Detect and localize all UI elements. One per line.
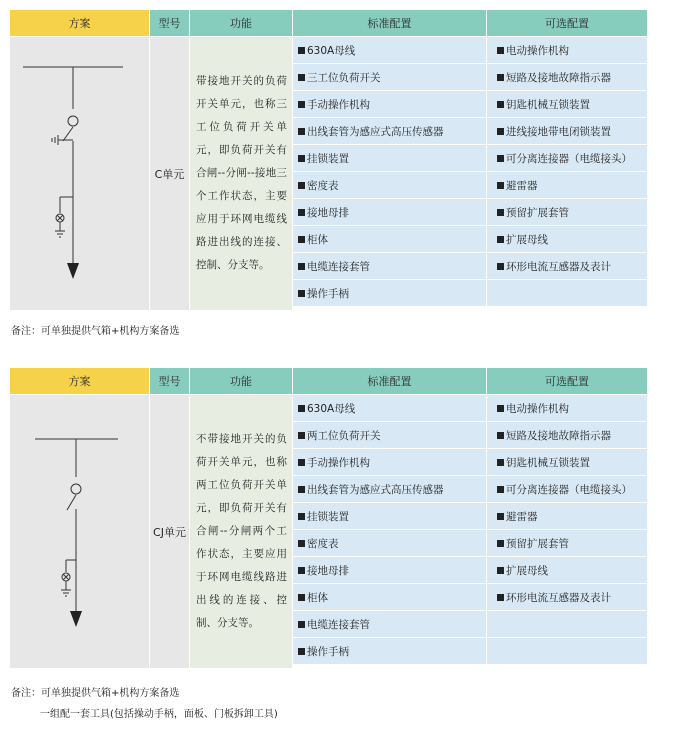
bullet-square-icon bbox=[298, 513, 305, 520]
bullet-square-icon bbox=[298, 621, 305, 628]
optional-item-label: 预留扩展套管 bbox=[506, 206, 569, 219]
bullet-square-icon bbox=[497, 128, 504, 135]
header-scheme: 方案 bbox=[10, 368, 149, 394]
function-text: 不带接地开关的负荷开关单元，也称两工位负荷开关单元，即负荷开关有合闸--分闸两个工作状态，主要应用于环网电缆线路进出线的连接、控制、分支等。 bbox=[196, 433, 287, 629]
bullet-square-icon bbox=[298, 209, 305, 216]
standard-item bbox=[293, 172, 486, 199]
bullet-square-icon bbox=[298, 567, 305, 574]
optional-item bbox=[487, 638, 647, 665]
optional-item bbox=[487, 118, 647, 145]
standard-item bbox=[293, 145, 486, 172]
bullet-square-icon bbox=[298, 459, 305, 466]
standard-item bbox=[293, 37, 486, 64]
optional-item bbox=[487, 280, 647, 307]
model-cell: CJ单元 bbox=[149, 395, 189, 668]
standard-item bbox=[293, 530, 486, 557]
bullet-square-icon bbox=[298, 486, 305, 493]
standard-item bbox=[293, 64, 486, 91]
standard-item bbox=[293, 611, 486, 638]
standard-item-label: 柜体 bbox=[307, 233, 328, 246]
bullet-square-icon bbox=[497, 432, 504, 439]
optional-item bbox=[487, 37, 647, 64]
function-text: 带接地开关的负荷开关单元，也称三工位负荷开关单元，即负荷开关有合闸--分闸--接地三个工作状态，主要应用于环网电缆线路进出线的连接、控制、分支等。 bbox=[196, 75, 287, 271]
optional-item-label: 扩展母线 bbox=[506, 233, 548, 246]
optional-item-label: 扩展母线 bbox=[506, 564, 548, 577]
header-model: 型号 bbox=[149, 368, 189, 394]
standard-item bbox=[293, 476, 486, 503]
optional-item bbox=[487, 503, 647, 530]
bullet-square-icon bbox=[497, 540, 504, 547]
bullet-square-icon bbox=[298, 290, 305, 297]
header-model: 型号 bbox=[149, 10, 189, 36]
optional-item-label: 短路及接地故障指示器 bbox=[506, 429, 611, 442]
bullet-square-icon bbox=[298, 128, 305, 135]
bullet-square-icon bbox=[298, 405, 305, 412]
standard-item-label: 电缆连接套管 bbox=[307, 618, 370, 631]
standard-item bbox=[293, 449, 486, 476]
header-optional: 可选配置 bbox=[486, 368, 647, 394]
standard-item-label: 手动操作机构 bbox=[307, 98, 370, 111]
optional-item-label: 电动操作机构 bbox=[506, 402, 569, 415]
optional-item bbox=[487, 611, 647, 638]
standard-item-label: 接地母排 bbox=[307, 564, 349, 577]
header-function: 功能 bbox=[189, 10, 292, 36]
optional-item bbox=[487, 530, 647, 557]
standard-item-label: 三工位负荷开关 bbox=[307, 71, 381, 84]
function-cell bbox=[189, 37, 292, 310]
bullet-square-icon bbox=[497, 513, 504, 520]
bullet-square-icon bbox=[497, 459, 504, 466]
standard-item bbox=[293, 503, 486, 530]
standard-config-list bbox=[292, 37, 486, 307]
bullet-square-icon bbox=[497, 263, 504, 270]
model-cell: C单元 bbox=[149, 37, 189, 310]
optional-item bbox=[487, 226, 647, 253]
scheme-diagram-cell bbox=[10, 37, 149, 310]
single-line-diagram-cj bbox=[10, 395, 149, 668]
bullet-square-icon bbox=[497, 236, 504, 243]
note-3: 一组配一套工具(包括操动手柄，面板、门板拆卸工具) bbox=[40, 709, 278, 720]
optional-item bbox=[487, 253, 647, 280]
standard-item-label: 出线套管为感应式高压传感器 bbox=[307, 483, 444, 496]
optional-item bbox=[487, 557, 647, 584]
header-function: 功能 bbox=[189, 368, 292, 394]
optional-item-label: 可分离连接器（电缆接头） bbox=[506, 483, 632, 496]
bullet-square-icon bbox=[497, 594, 504, 601]
standard-item-label: 手动操作机构 bbox=[307, 456, 370, 469]
bullet-square-icon bbox=[298, 101, 305, 108]
standard-item bbox=[293, 557, 486, 584]
bullet-square-icon bbox=[497, 155, 504, 162]
optional-item bbox=[487, 172, 647, 199]
standard-item bbox=[293, 638, 486, 665]
standard-item-label: 630A母线 bbox=[307, 44, 356, 57]
optional-item-label: 短路及接地故障指示器 bbox=[506, 71, 611, 84]
optional-item bbox=[487, 395, 647, 422]
optional-item-label: 预留扩展套管 bbox=[506, 537, 569, 550]
optional-item bbox=[487, 449, 647, 476]
standard-item bbox=[293, 280, 486, 307]
bullet-square-icon bbox=[298, 47, 305, 54]
single-line-diagram-c bbox=[10, 37, 149, 310]
optional-item-label: 进线接地带电闭锁装置 bbox=[506, 125, 611, 138]
optional-item-label: 避雷器 bbox=[506, 510, 538, 523]
bullet-square-icon bbox=[298, 594, 305, 601]
standard-item bbox=[293, 226, 486, 253]
optional-item-label: 可分离连接器（电缆接头） bbox=[506, 152, 632, 165]
optional-item bbox=[487, 91, 647, 118]
standard-item bbox=[293, 584, 486, 611]
bullet-square-icon bbox=[497, 182, 504, 189]
optional-item bbox=[487, 476, 647, 503]
note-2: 备注：可单独提供气箱+机构方案备选 bbox=[11, 688, 180, 699]
bullet-square-icon bbox=[497, 405, 504, 412]
standard-item-label: 接地母排 bbox=[307, 206, 349, 219]
table-cj-unit bbox=[10, 368, 647, 668]
optional-item bbox=[487, 64, 647, 91]
standard-item-label: 挂锁装置 bbox=[307, 152, 349, 165]
standard-item-label: 挂锁装置 bbox=[307, 510, 349, 523]
optional-item-label: 环形电流互感器及表计 bbox=[506, 591, 611, 604]
header-standard: 标准配置 bbox=[292, 10, 486, 36]
standard-item bbox=[293, 91, 486, 118]
standard-item-label: 柜体 bbox=[307, 591, 328, 604]
standard-item-label: 出线套管为感应式高压传感器 bbox=[307, 125, 444, 138]
standard-item bbox=[293, 118, 486, 145]
optional-item bbox=[487, 199, 647, 226]
bullet-square-icon bbox=[497, 101, 504, 108]
optional-item-label: 钥匙机械互锁装置 bbox=[506, 98, 590, 111]
bullet-square-icon bbox=[298, 155, 305, 162]
standard-item-label: 密度表 bbox=[307, 179, 339, 192]
optional-item-label: 环形电流互感器及表计 bbox=[506, 260, 611, 273]
standard-item-label: 操作手柄 bbox=[307, 287, 349, 300]
bullet-square-icon bbox=[497, 74, 504, 81]
function-cell bbox=[189, 395, 292, 668]
optional-item bbox=[487, 145, 647, 172]
standard-item bbox=[293, 253, 486, 280]
bullet-square-icon bbox=[298, 236, 305, 243]
bullet-square-icon bbox=[298, 263, 305, 270]
bullet-square-icon bbox=[497, 486, 504, 493]
optional-item-label: 避雷器 bbox=[506, 179, 538, 192]
header-standard: 标准配置 bbox=[292, 368, 486, 394]
optional-config-list bbox=[486, 395, 647, 665]
standard-item-label: 630A母线 bbox=[307, 402, 356, 415]
standard-item bbox=[293, 395, 486, 422]
scheme-diagram-cell bbox=[10, 395, 149, 668]
standard-item-label: 密度表 bbox=[307, 537, 339, 550]
standard-config-list bbox=[292, 395, 486, 665]
bullet-square-icon bbox=[497, 209, 504, 216]
standard-item-label: 两工位负荷开关 bbox=[307, 429, 381, 442]
standard-item-label: 电缆连接套管 bbox=[307, 260, 370, 273]
standard-item-label: 操作手柄 bbox=[307, 645, 349, 658]
optional-config-list bbox=[486, 37, 647, 307]
bullet-square-icon bbox=[298, 74, 305, 81]
standard-item bbox=[293, 199, 486, 226]
bullet-square-icon bbox=[298, 182, 305, 189]
header-optional: 可选配置 bbox=[486, 10, 647, 36]
bullet-square-icon bbox=[298, 432, 305, 439]
bullet-square-icon bbox=[298, 648, 305, 655]
optional-item bbox=[487, 422, 647, 449]
optional-item-label: 电动操作机构 bbox=[506, 44, 569, 57]
header-scheme: 方案 bbox=[10, 10, 149, 36]
bullet-square-icon bbox=[298, 540, 305, 547]
optional-item-label: 钥匙机械互锁装置 bbox=[506, 456, 590, 469]
optional-item bbox=[487, 584, 647, 611]
bullet-square-icon bbox=[497, 47, 504, 54]
bullet-square-icon bbox=[497, 567, 504, 574]
note-1: 备注：可单独提供气箱+机构方案备选 bbox=[11, 326, 180, 337]
standard-item bbox=[293, 422, 486, 449]
table-c-unit bbox=[10, 10, 647, 310]
